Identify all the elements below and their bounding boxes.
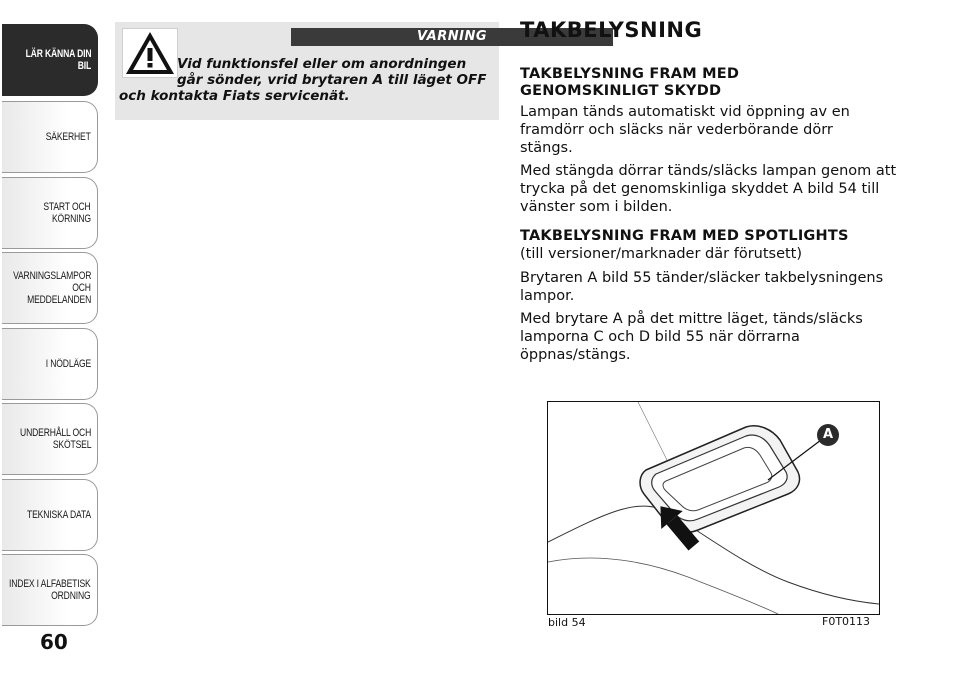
tab-label-line: INDEX I ALFABETISK	[9, 578, 91, 590]
tab-label-line: ORDNING	[51, 590, 91, 602]
section-subtitle: (till versioner/marknader där förutsett)	[520, 246, 803, 262]
tab-underhall-och-skotsel[interactable]	[2, 403, 98, 475]
warning-text-line: Vid funktionsfel eller om anordningen	[177, 56, 467, 72]
figure-code: F0T0113	[822, 615, 871, 628]
tab-index-i-alfabetisk-ordning[interactable]	[2, 554, 98, 626]
main-content	[520, 18, 920, 364]
tab-label-line: START OCH	[43, 201, 91, 213]
page-number: 60	[40, 630, 68, 654]
paragraph: Lampan tänds automatiskt vid öppning av en framdörr och släcks när vederbörande dörr stängs.	[520, 104, 850, 156]
figure-roof-light	[547, 401, 880, 615]
tab-start-och-korning[interactable]	[2, 177, 98, 249]
warning-text-line: och kontakta Fiats servicenät.	[119, 88, 350, 104]
tab-varningslampor-och-meddelanden[interactable]	[2, 252, 98, 324]
tab-i-nodlage[interactable]	[2, 328, 98, 400]
section-heading: TAKBELYSNING FRAM MED SPOTLIGHTS	[520, 228, 849, 244]
tab-label-line: SÄKERHET	[45, 131, 91, 143]
paragraph: Med stängda dörrar tänds/släcks lampan genom att trycka på det genomskinliga skyddet A bild 54 till vänster som i bilden.	[520, 163, 897, 215]
tab-label-line: UNDERHÅLL OCH	[19, 427, 91, 439]
section-heading	[520, 66, 920, 100]
warning-header-label: VARNING	[416, 29, 488, 44]
callout-a-label: A	[822, 427, 834, 442]
tab-label-line: OCH	[72, 282, 91, 294]
callout-a-badge	[817, 424, 839, 446]
section-heading-line: GENOMSKINLIGT SKYDD	[520, 83, 722, 99]
tab-sakerhet[interactable]	[2, 101, 98, 173]
tab-label-line: KÖRNING	[52, 213, 91, 225]
tab-label-line: MEDDELANDEN	[26, 294, 91, 306]
paragraph: Med brytare A på det mittre läget, tänds/släcks lamporna C och D bild 55 när dörrarna öppnas/stängs.	[520, 311, 863, 363]
tab-label-line: TEKNISKA DATA	[27, 509, 91, 521]
paragraph: Brytaren A bild 55 tänder/släcker takbelysningens lampor.	[520, 270, 884, 304]
page-title: TAKBELYSNING	[520, 18, 703, 42]
warning-box	[115, 22, 499, 120]
tab-label-line: VARNINGSLAMPOR	[12, 270, 91, 282]
tab-label-line: SKÖTSEL	[52, 439, 91, 451]
tab-label-line: LÄR KÄNNA DIN	[25, 48, 91, 60]
warning-text-line: går sönder, vrid brytaren A till läget OFF	[177, 72, 487, 88]
tab-label-line: I NÖDLÄGE	[45, 358, 91, 370]
figure-caption: bild 54	[548, 616, 586, 629]
tab-tekniska-data[interactable]	[2, 479, 98, 551]
warning-text	[119, 56, 495, 104]
section-heading-line: TAKBELYSNING FRAM MED	[520, 66, 740, 82]
tab-lar-kanna-din-bil[interactable]	[2, 24, 98, 96]
tab-label-line: BIL	[77, 60, 91, 72]
